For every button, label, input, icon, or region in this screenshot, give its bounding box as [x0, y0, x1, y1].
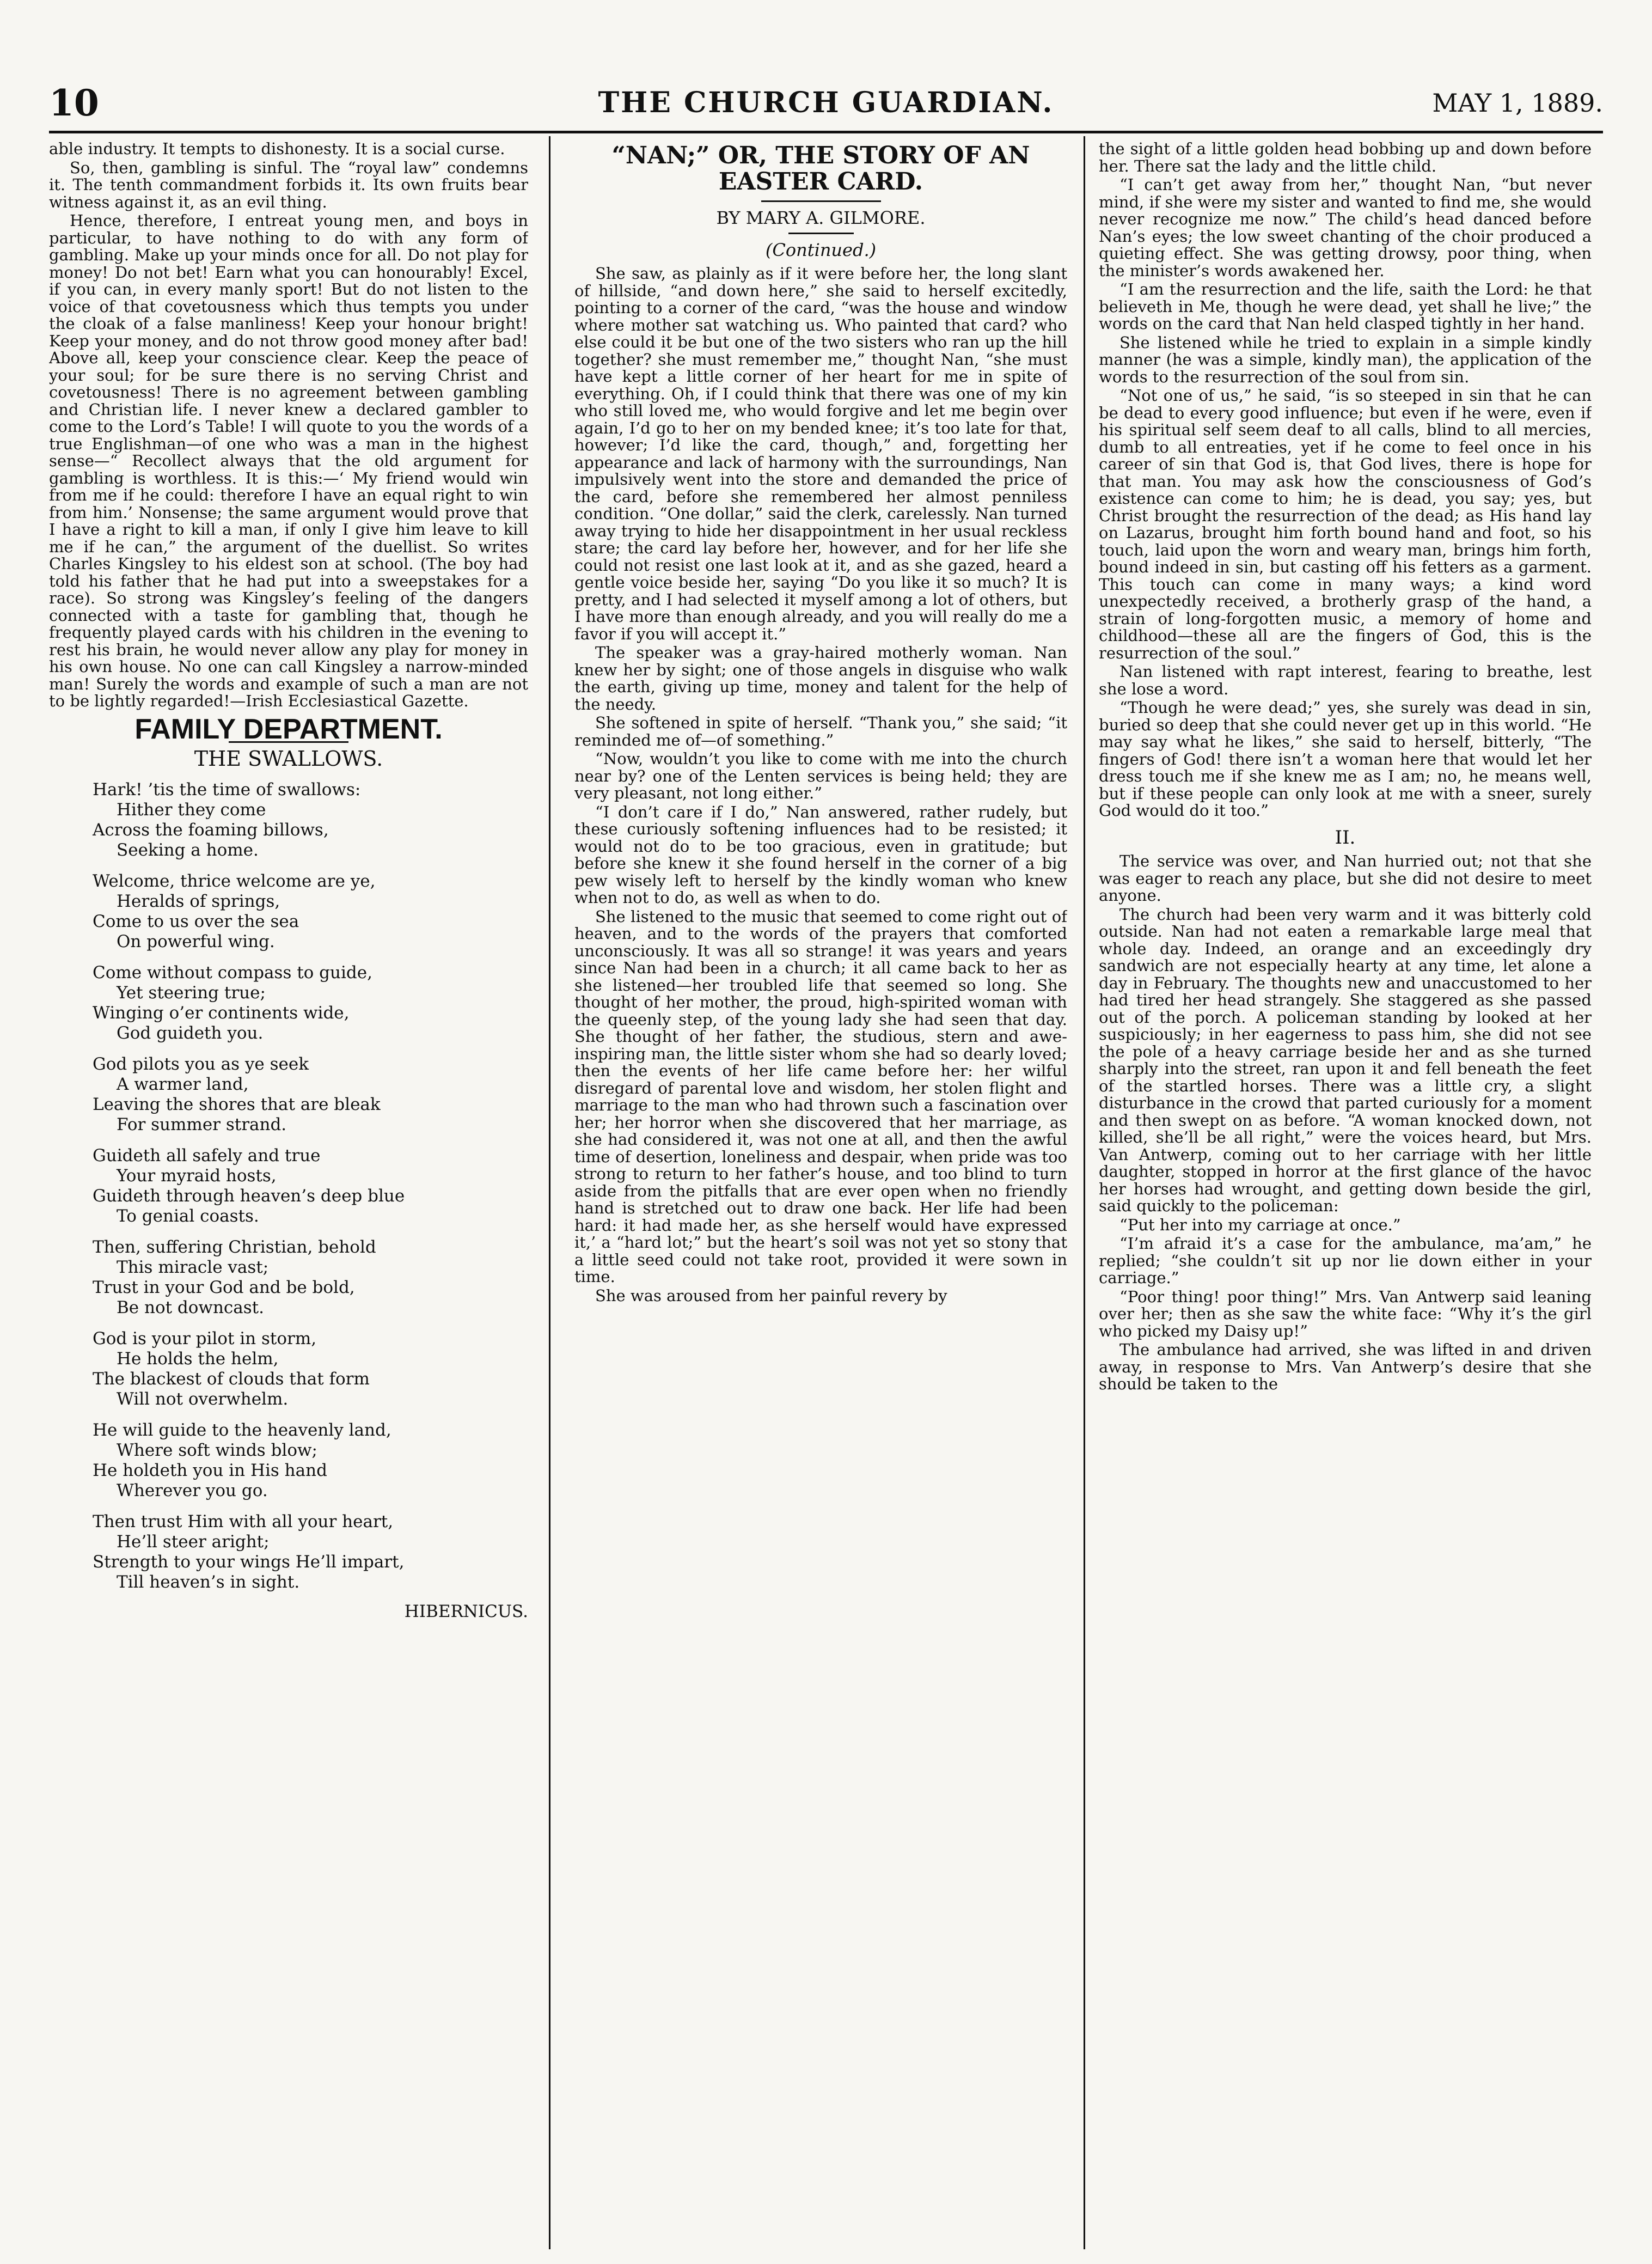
poem-line: Yet steering true;	[117, 983, 266, 1003]
story-paragraph: “I am the resurrection and the life, saith the Lord: he that believeth in Me, though he were dead, yet shall he live;” the words on the card that Nan held clasped tightly in her hand.	[1099, 280, 1592, 333]
poem-line: God guideth you.	[117, 1023, 264, 1043]
story-title: “NAN;” OR, THE STORY OF AN EASTER CARD.	[611, 142, 1030, 196]
issue-date: MAY 1, 1889.	[1432, 88, 1603, 118]
story-paragraph: The ambulance had arrived, she was lifted in and driven away, in response to Mrs. Van Antwerp’s desire that she should be taken to the	[1099, 1340, 1592, 1393]
poem-line: Hither they come	[117, 800, 266, 820]
poem-line: He will guide to the heavenly land,	[93, 1420, 391, 1440]
poem-line: Winging o’er continents wide,	[93, 1003, 350, 1023]
poem-line: Be not downcast.	[117, 1297, 264, 1317]
article-paragraph: Hence, therefore, I entreat young men, and boys in particular, to have nothing to do with any form of gambling. Make up your minds once for all. Do not play for money! Do not bet! Earn what you can honourably! Excel, if you can, in every manly sport! But do not listen to the voice of that covetousness which thus tempts you under the cloak of a false manliness! Keep your honour bright! Keep your money, and do not throw good money after bad! Above all, keep your conscience clear. Keep the peace of your soul; for be sure there is no serving Christ and covetousness! There is no agreement between gambling and Christian life. I never knew a declared gambler to come to the Lord’s Table! I will quote to you the words of a true Englishman—of one who was a man in the highest sense—“ Recollect always that the old argument for gambling is worthless. It is this:—‘ My friend would win from me if he could: therefore I have an equal right to win from him.’ Nonsense; the same argument would prove that I have a right to kill a man, if only I give him leave to kill me if he can,” the argument of the duellist. So writes Charles Kingsley to his eldest son at school. (The boy had told his father that he had put into a sweepstakes for a race). So strong was Kingsley’s feeling of the dangers connected with a taste for gambling that, though he frequently played cards with his children in the evening to rest his brain, he would never allow any play for money in his own house. No one can call Kingsley a narrow-minded man! Surely the words and example of such a man are not to be lightly regarded!—Irish Ecclesiastical Gazette.	[49, 211, 528, 710]
masthead	[49, 82, 1603, 125]
poem-line: God is your pilot in storm,	[93, 1328, 317, 1348]
poem-line: Wherever you go.	[117, 1480, 268, 1500]
heading-rule	[788, 233, 854, 234]
poem-line: Then trust Him with all your heart,	[93, 1511, 394, 1531]
poem-line: Heralds of springs,	[117, 891, 280, 911]
poem-stanza	[93, 1329, 528, 1409]
poem-stanza	[93, 1146, 528, 1226]
poem-line: On powerful wing.	[117, 931, 275, 951]
continued-note: (Continued.)	[765, 239, 877, 260]
poem-line: He holdeth you in His hand	[93, 1460, 327, 1480]
column-divider	[1084, 136, 1085, 2249]
poem-line: Guideth through heaven’s deep blue	[93, 1186, 405, 1206]
poem-line: He holds the helm,	[117, 1348, 279, 1369]
poem-line: Trust in your God and be bold,	[93, 1277, 355, 1297]
poem-stanza	[93, 871, 528, 952]
poem-stanza	[93, 963, 528, 1043]
heading-rule	[761, 200, 881, 202]
poem-stanza	[93, 1420, 528, 1501]
story-paragraph: “Poor thing! poor thing!” Mrs. Van Antwerp said leaning over her; then as she saw the white face: “Why it’s the girl who picked my Daisy up!”	[1099, 1287, 1592, 1340]
article-paragraph: So, then, gambling is sinful. The “royal law” condemns it. The tenth commandment forbids it. Its own fruits bear witness against it, as an evil thing.	[49, 158, 528, 211]
section-number: II.	[1335, 826, 1356, 849]
story-paragraph: She listened to the music that seemed to come right out of heaven, and to the words of the prayers that comforted unconsciously. It was all so strange! it was years and years since Nan had been in a church; it all came back to her as she listened—her troubled life that seemed so long. She thought of her mother, the proud, high-spirited woman with the queenly step, of the young lady she had seen that day. She thought of her father, the studious, stern and awe-inspiring man, the little sister whom she had so dearly loved; then the events of her life came before her: her wilful disregard of parental love and wisdom, her stolen flight and marriage to the man who had thrown such a fascination over her; her horror when she discovered that her marriage, as she had considered it, was not one at all, and then the awful time of desertion, loneliness and despair, when pride was too strong to return to her father’s house, and too blind to turn aside from the pitfalls that are ever open when no friendly hand is stretched out to draw one back. Her life had been hard: it had made her, as she herself would have expressed it,’ a “hard lot;” but the heart’s soil was not yet so stony that a little seed could not take root, provided it were sown in time.	[574, 907, 1067, 1286]
poem-line: Come to us over the sea	[93, 911, 299, 931]
story-paragraph: Nan listened with rapt interest, fearing to breathe, lest she lose a word.	[1099, 662, 1592, 698]
department-heading: FAMILY DEPARTMENT.	[134, 713, 443, 745]
poem-stanza	[93, 1054, 528, 1135]
poem-line: Where soft winds blow;	[117, 1440, 317, 1460]
poem-line: Seeking a home.	[117, 840, 259, 860]
poem-line: Come without compass to guide,	[93, 962, 372, 983]
poem-line: A warmer land,	[117, 1074, 249, 1094]
story-paragraph: “I can’t get away from her,” thought Nan, “but never mind, if she were my sister and wanted to find me, she would never recognize me now.” The child’s head danced before Nan’s eyes; the low sweet chanting of the choir produced a quieting effect. She was getting drowsy, poor thing, when the minister’s words awakened her.	[1099, 175, 1592, 280]
poem-line: Guideth all safely and true	[93, 1145, 321, 1165]
poem-line: This miracle vast;	[117, 1257, 269, 1277]
poem-line: God pilots you as ye seek	[93, 1054, 309, 1074]
poem-line: Then, suffering Christian, behold	[93, 1237, 376, 1257]
column-divider	[549, 136, 550, 2249]
story-paragraph: “Though he were dead;” yes, she surely was dead in sin, buried so deep that she could never get up in this world. “He may say what he likes,” she said to herself, bitterly, “The fingers of God! there isn’t a woman here that would let her dress touch me if she knew me as I am; no, he means well, but if these people can only look at me with a sneer, surely God would do it too.”	[1099, 698, 1592, 820]
poem-signature: HIBERNICUS.	[404, 1601, 528, 1621]
poem-line: Till heaven’s in sight.	[117, 1572, 300, 1592]
poem-line: Strength to your wings He’ll impart,	[93, 1552, 405, 1572]
poem-line: For summer strand.	[117, 1114, 287, 1134]
poem-stanza	[93, 1512, 528, 1592]
story-paragraph: She listened while he tried to explain in a simple kindly manner (he was a simple, kindly man), the application of the words to the resurrection of the soul from sin.	[1099, 333, 1592, 386]
column-3	[1099, 141, 1592, 2243]
story-paragraph: She was aroused from her painful revery by	[595, 1286, 947, 1305]
page-number: 10	[49, 82, 99, 124]
poem-line: Will not overwhelm.	[117, 1389, 289, 1409]
poem-stanza	[93, 1237, 528, 1318]
poem-line: Welcome, thrice welcome are ye,	[93, 871, 376, 891]
story-paragraph: The speaker was a gray-haired motherly woman. Nan knew her by sight; one of those angels in disguise who walk the earth, giving up time, money and talent for the help of the needy.	[574, 643, 1067, 713]
story-paragraph: “I’m afraid it’s a case for the ambulance, ma’am,” he replied; “she couldn’t sit up nor lie down either in your carriage.”	[1099, 1234, 1592, 1287]
story-paragraph: The church had been very warm and it was bitterly cold outside. Nan had not eaten a remarkable large meal that whole day. Indeed, an orange and an exceedingly dry sandwich are not especially hearty at any time, let alone a day in February. The thoughts new and unaccustomed to her had tired her head strangely. She staggered as she passed out of the porch. A policeman standing by looked at her suspiciously; in her eagerness to pass him, she did not see the pole of a heavy carriage beside her and as she turned sharply into the street, ran upon it and fell beneath the feet of the startled horses. There was a little cry, a slight disturbance in the crowd that parted curiously for a moment and then swept on as before. “A woman knocked down, not killed, she’ll be all right,” were the voices heard, but Mrs. Van Antwerp, coming out to her carriage with her little daughter, stopped in horror at the first glance of the havoc her horses had wrought, and getting down beside the girl, said quickly to the policeman:	[1099, 905, 1592, 1215]
poem-line: To genial coasts.	[117, 1206, 259, 1226]
column-1	[49, 141, 528, 2243]
story-paragraph: “Put her into my carriage at once.”	[1119, 1215, 1401, 1234]
article-paragraph: able industry. It tempts to dishonesty. It is a social curse.	[49, 141, 505, 158]
poem-stanza	[93, 780, 528, 861]
column-2	[574, 141, 1067, 2243]
poem-line: The blackest of clouds that form	[93, 1369, 370, 1389]
poem-line: Hark! ’tis the time of swallows:	[93, 779, 361, 800]
poem-line: Your myraid hosts,	[117, 1165, 277, 1186]
story-paragraph: “Now, wouldn’t you like to come with me into the church near by? one of the Lenten services is being held; they are very pleasant, not long either.”	[574, 749, 1067, 802]
story-byline: BY MARY A. GILMORE.	[716, 208, 926, 228]
poem-line: He’ll steer aright;	[117, 1531, 270, 1552]
story-paragraph: She softened in spite of herself. “Thank you,” she said; “it reminded me of—of something.”	[574, 713, 1067, 749]
poem-line: Leaving the shores that are bleak	[93, 1094, 381, 1114]
story-paragraph: “Not one of us,” he said, “is so steeped in sin that he can be dead to every good influence; but even if he were, even if his spiritual self seem deaf to all calls, blind to all mercies, dumb to all entreaties, yet if he come to feel once in his career of sin that God is, that God lives, there is hope for that man. You may ask how the consciousness of God’s existence can come to him; he is dead, you say; yes, but Christ brought the resurrection of the dead; as His hand lay on Lazarus, brought him forth bound hand and foot, so his touch, laid upon the worn and weary man, brings him forth, bound indeed in sin, but casting off his fetters as a garment. This touch can come in many ways; a kind word unexpectedly received, a brotherly grasp of the hand, a strain of long-forgotten music, a memory of home and childhood—these all are the fingers of God, this is the resurrection of the soul.”	[1099, 386, 1592, 662]
story-paragraph: She saw, as plainly as if it were before her, the long slant of hillside, “and down here,” she said to herself excitedly, pointing to a corner of the card, “was the house and window where mother sat watching us. Who painted that card? who else could it be but one of the two sisters who ran up the hill together? she must remember me,” thought Nan, “she must have kept a little corner of her heart for me in spite of everything. Oh, if I could think that there was one of my kin who still loved me, who would forgive and let me begin over again, I’d go to her on my bended knee; it’s too late for that, however; I’d like the card, though,” and, forgetting her appearance and lack of harmony with the surroundings, Nan impulsively went into the store and demanded the price of the card, before she remembered her almost penniless condition. “One dollar,” said the clerk, carelessly. Nan turned away trying to hide her disappointment in her usual reckless stare; the card lay before her, however, and for her life she could not resist one last look at it, and as she gazed, heard a gentle voice beside her, saying “Do you like it so much? It is pretty, and I had selected it myself among a lot of others, but I have more than enough already, and you will really do me a favor if you will accept it.”	[574, 264, 1067, 643]
story-paragraph: the sight of a little golden head bobbing up and down before her. There sat the lady and the little child.	[1099, 141, 1592, 175]
story-paragraph: “I don’t care if I do,” Nan answered, rather rudely, but these curiously softening influences had to be resisted; it would not do to be too gracious, even in gratitude; but before she knew it she found herself in the corner of a big pew wisely left to herself by the kindly woman who knew when not to do, as well as when to do.	[574, 802, 1067, 907]
newspaper-title: THE CHURCH GUARDIAN.	[598, 86, 1054, 119]
poem-title: THE SWALLOWS.	[194, 747, 383, 771]
poem-line: Across the foaming billows,	[93, 820, 329, 840]
story-paragraph: The service was over, and Nan hurried out; not that she was eager to reach any place, but she did not desire to meet anyone.	[1099, 852, 1592, 905]
masthead-rule	[49, 131, 1603, 133]
poem	[49, 780, 528, 1592]
